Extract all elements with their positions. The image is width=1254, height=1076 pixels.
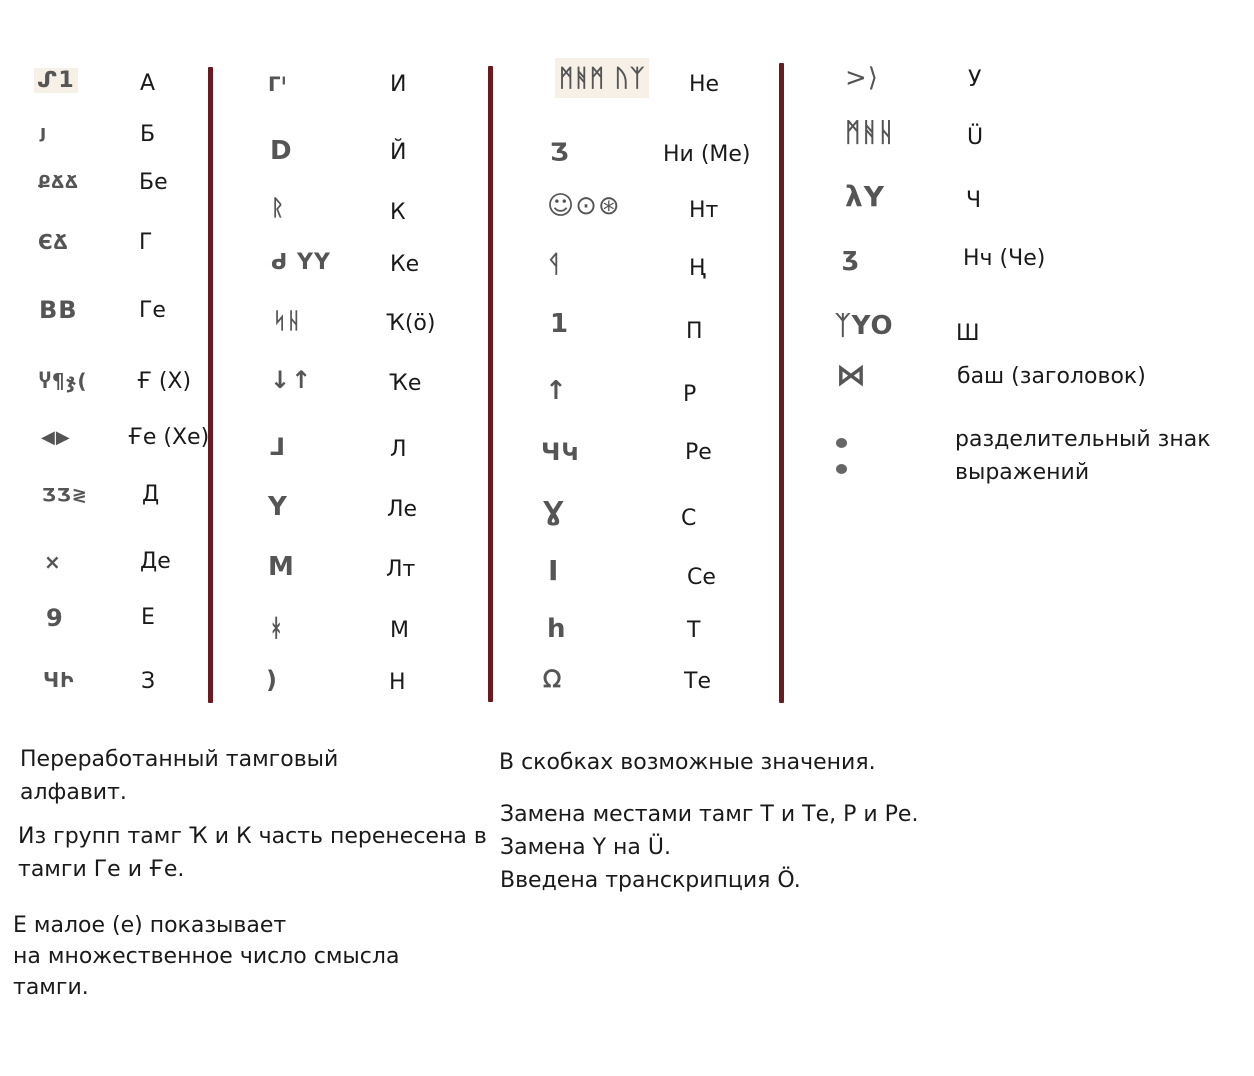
tamga-glyph: Ɣ bbox=[543, 497, 565, 527]
tamga-label: Р bbox=[683, 382, 697, 407]
tamga-label: Д bbox=[142, 482, 160, 507]
tamga-glyph: ᛉYO bbox=[835, 311, 894, 341]
tamga-glyph: Y bbox=[268, 492, 288, 522]
tamga-glyph: λY bbox=[845, 180, 885, 213]
tamga-glyph: ᚱ bbox=[271, 196, 286, 221]
separator-dot-bottom bbox=[836, 464, 847, 474]
note-line: Замена Y на Ü. bbox=[500, 835, 671, 860]
tamga-glyph: ᒧ bbox=[270, 433, 287, 461]
tamga-label: Ни (Ме) bbox=[663, 142, 751, 167]
tamga-label: Ü bbox=[967, 125, 984, 150]
note-line: В скобках возможные значения. bbox=[499, 750, 876, 775]
tamga-label: разделительный знак bbox=[955, 427, 1211, 452]
column-divider-3 bbox=[779, 63, 784, 703]
tamga-label: А bbox=[140, 71, 156, 96]
tamga-label: Б bbox=[140, 122, 156, 147]
note-line: алфавит. bbox=[20, 780, 127, 805]
note-revised-alphabet bbox=[20, 743, 338, 809]
tamga-glyph: Ⴤ¶ჯ( bbox=[39, 369, 88, 393]
tamga-glyph: ⋈ bbox=[836, 358, 867, 393]
tamga-label: Нч (Че) bbox=[963, 246, 1046, 271]
tamga-label: Ғе (Хе) bbox=[128, 425, 210, 450]
tamga-label: Ле bbox=[387, 497, 418, 522]
tamga-glyph: BB bbox=[39, 296, 78, 324]
note-line: Из групп тамг Ҡ и К часть перенесена в bbox=[18, 824, 487, 849]
tamga-glyph: h bbox=[547, 614, 567, 644]
tamga-label: У bbox=[968, 67, 982, 92]
tamga-glyph: ↑ bbox=[545, 376, 568, 406]
tamga-glyph: ЧԿ bbox=[541, 438, 580, 466]
note-line: на множественное число смысла bbox=[13, 944, 400, 969]
tamga-label: Ҡе bbox=[389, 371, 422, 396]
tamga-label: Де bbox=[140, 549, 171, 574]
tamga-label: Ре bbox=[685, 440, 712, 465]
tamga-glyph: ȷ bbox=[40, 122, 48, 143]
note-replacements bbox=[500, 798, 918, 897]
tamga-label: И bbox=[390, 72, 407, 97]
tamga-label: Те bbox=[684, 669, 711, 694]
tamga-label: Й bbox=[390, 140, 407, 165]
tamga-glyph: ᒥᑊ bbox=[268, 72, 288, 96]
tamga-glyph: ЧԻ bbox=[43, 668, 75, 692]
tamga-label: Ге bbox=[139, 298, 166, 323]
tamga-label: Се bbox=[687, 565, 716, 590]
tamga-label: Не bbox=[689, 72, 720, 97]
note-line: тамги Ге и Ғе. bbox=[18, 857, 185, 882]
tamga-label-continued: выражений bbox=[955, 460, 1090, 485]
note-line: Переработанный тамговый bbox=[20, 747, 339, 772]
tamga-glyph: D bbox=[270, 136, 293, 166]
tamga-glyph: ᛗᚻᚺ bbox=[845, 118, 895, 148]
tamga-label: Лт bbox=[386, 557, 416, 582]
tamga-glyph: ᛗᚻᛗ ᚢᛉ bbox=[555, 58, 649, 98]
tamga-label: М bbox=[390, 618, 409, 643]
tamga-label: Ғ (Х) bbox=[137, 369, 192, 394]
note-brackets bbox=[499, 746, 876, 779]
tamga-label: Н bbox=[389, 670, 406, 695]
tamga-label: Л bbox=[390, 437, 407, 462]
tamga-label: баш (заголовок) bbox=[957, 364, 1146, 389]
tamga-label: Нт bbox=[689, 198, 719, 223]
tamga-glyph: >⟩ bbox=[845, 63, 879, 93]
tamga-glyph: ◀▶ bbox=[41, 427, 71, 448]
column-divider-2 bbox=[488, 66, 493, 702]
tamga-label: С bbox=[681, 506, 697, 531]
tamga-label: Т bbox=[687, 618, 701, 643]
tamga-label: З bbox=[141, 669, 156, 694]
note-line: Введена транскрипция Ö. bbox=[500, 868, 801, 893]
tamga-label: К bbox=[390, 200, 406, 225]
tamga-label: Ш bbox=[956, 321, 980, 346]
tamga-glyph: ↓↑ bbox=[270, 366, 313, 394]
note-line: Замена местами тамг Т и Те, Р и Ре. bbox=[500, 802, 919, 827]
tamga-label: Ҡ(ö) bbox=[386, 311, 436, 336]
note-line: Е малое (е) показывает bbox=[13, 913, 287, 938]
tamga-glyph: 1 bbox=[550, 309, 570, 339]
tamga-label: Бе bbox=[139, 170, 168, 195]
tamga-glyph: ƷƷ≷ bbox=[42, 485, 88, 506]
tamga-glyph: ՔՃՃ bbox=[38, 172, 79, 193]
tamga-glyph: ЄՃ bbox=[38, 230, 69, 254]
tamga-glyph: M bbox=[268, 552, 295, 582]
tamga-label: Ң bbox=[689, 256, 706, 281]
note-small-e bbox=[13, 910, 399, 1003]
tamga-glyph: ʒ bbox=[842, 242, 860, 272]
tamga-glyph: ☺⊙⊛ bbox=[547, 191, 621, 221]
tamga-label: Е bbox=[141, 605, 155, 630]
tamga-label: Ке bbox=[390, 252, 420, 277]
tamga-glyph: ᛩ bbox=[547, 250, 563, 278]
tamga-glyph: ᔑ1 bbox=[34, 68, 78, 93]
column-divider-1 bbox=[208, 67, 213, 703]
tamga-glyph: I bbox=[548, 554, 560, 587]
tamga-label: П bbox=[686, 319, 703, 344]
tamga-glyph: × bbox=[44, 550, 62, 574]
tamga-glyph: ᚼ bbox=[269, 614, 285, 642]
tamga-glyph: Ʒ bbox=[550, 138, 570, 166]
tamga-glyph: 9 bbox=[46, 604, 64, 632]
separator-dot-top bbox=[836, 438, 847, 448]
note-line: тамги. bbox=[13, 975, 89, 1000]
tamga-glyph: ) bbox=[266, 666, 278, 694]
tamga-glyph: ᘯ bbox=[543, 665, 563, 693]
note-groups-moved bbox=[18, 820, 487, 886]
tamga-label: Ч bbox=[966, 188, 982, 213]
tamga-glyph: ᑯ YY bbox=[271, 250, 331, 275]
tamga-glyph: ᛋᚺ bbox=[273, 309, 302, 334]
tamga-label: Г bbox=[139, 230, 153, 255]
